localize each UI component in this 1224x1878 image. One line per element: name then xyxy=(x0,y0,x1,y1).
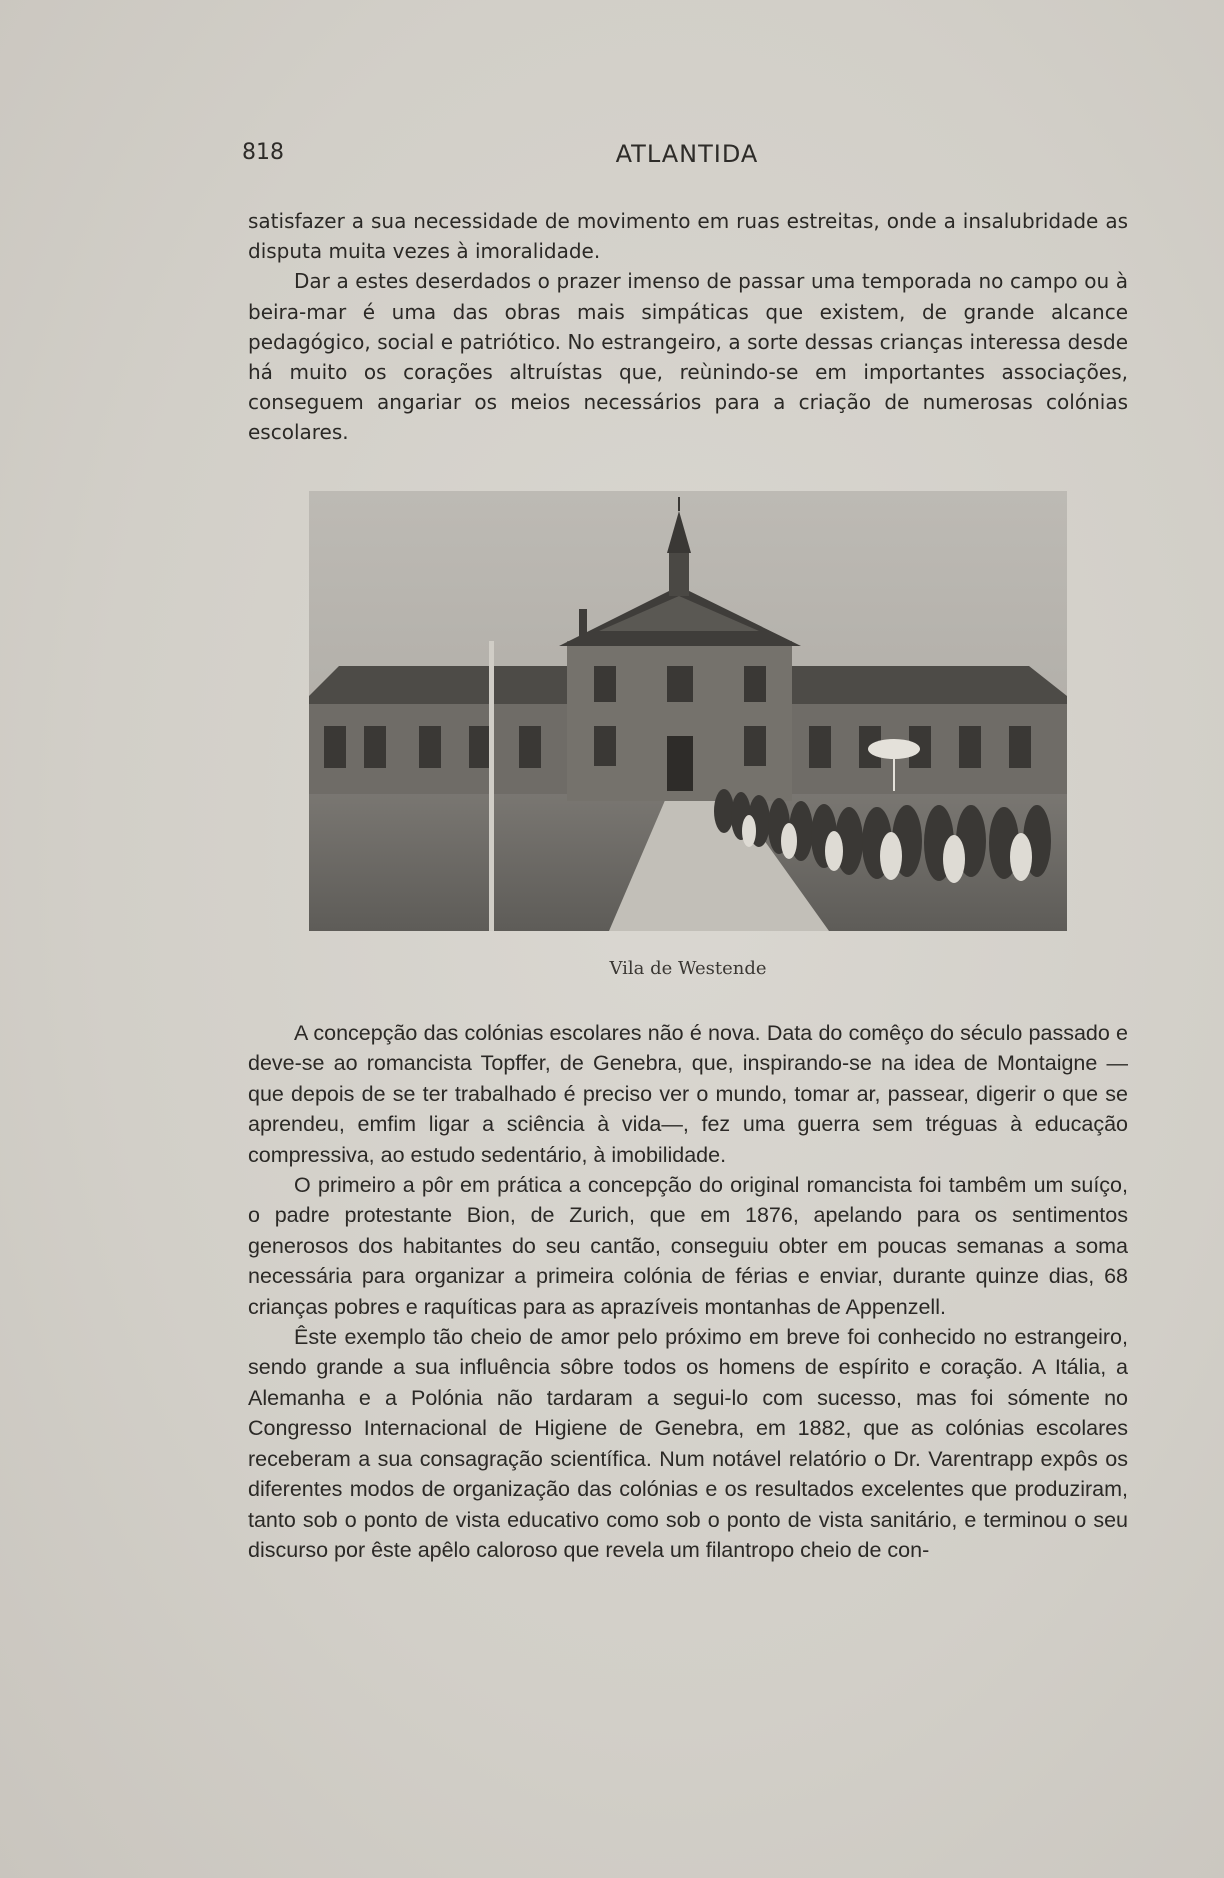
figure-caption: Vila de Westende xyxy=(609,958,767,979)
paragraph-continuation: satisfazer a sua necessidade de movimento em ruas estreitas, onde a insalubridade as disputa muita vezes à imoralidade. xyxy=(248,209,1128,264)
photo-vila-westende xyxy=(309,491,1067,931)
paragraph: Êste exemplo tão cheio de amor pelo próximo em breve foi conhecido no estrangeiro, sendo grande a sua influência sôbre todos os homens de espírito e coração. A Itália, a Alemanha e a Polónia não tardaram a segui-lo com sucesso, mas foi sómente no Congresso Internacional de Higiene de Genebra, em 1882, que as colónias escolares receberam a sua consagração scientífica. Num notável relatório o Dr. Varentrapp expôs os diferentes modos de organização das colónias e os resultados excelentes que produziram, tanto sob o ponto de vista educativo como sob o ponto de vista sanitário, e terminou o seu discurso por êste apêlo caloroso que revela um filantropo cheio de con- xyxy=(248,1325,1128,1562)
running-title: ATLANTIDA xyxy=(615,140,759,168)
page-number: 818 xyxy=(242,140,284,165)
paragraph: A concepção das colónias escolares não é nova. Data do comêço do século passado e deve-se ao romancista Topffer, de Genebra, que, inspirando-se na idea de Montaigne — que depois de se ter trabalhado é preciso ver o mundo, tomar ar, passear, digerir o que se aprendeu, emfim ligar a sciência à vida—, fez uma guerra sem tréguas à educação compressiva, ao estudo sedentário, à imobilidade. xyxy=(248,1021,1128,1167)
page-header xyxy=(242,140,1132,170)
top-text-block xyxy=(248,206,1128,448)
paragraph: O primeiro a pôr em prática a concepção do original romancista foi tambêm um suíço, o padre protestante Bion, de Zurich, que em 1876, apelando para os sentimentos generosos dos habitantes do seu cantão, conseguiu obter em poucas semanas a soma necessária para organizar a primeira colónia de férias e enviar, durante quinze dias, 68 crianças pobres e raquíticas para as aprazíveis montanhas de Appenzell. xyxy=(248,1173,1128,1319)
paragraph: Dar a estes deserdados o prazer imenso de passar uma temporada no campo ou à beira-mar é uma das obras mais simpáticas que existem, de grande alcance pedagógico, social e patriótico. No estrangeiro, a sorte dessas crianças interessa desde há muito os corações altruístas que, reùnindo-se em importantes associações, conseguem angariar os meios necessários para a criação de numerosas colónias escolares. xyxy=(248,269,1128,445)
building-photo-illustration xyxy=(309,491,1067,931)
bottom-text-block xyxy=(248,1018,1128,1565)
